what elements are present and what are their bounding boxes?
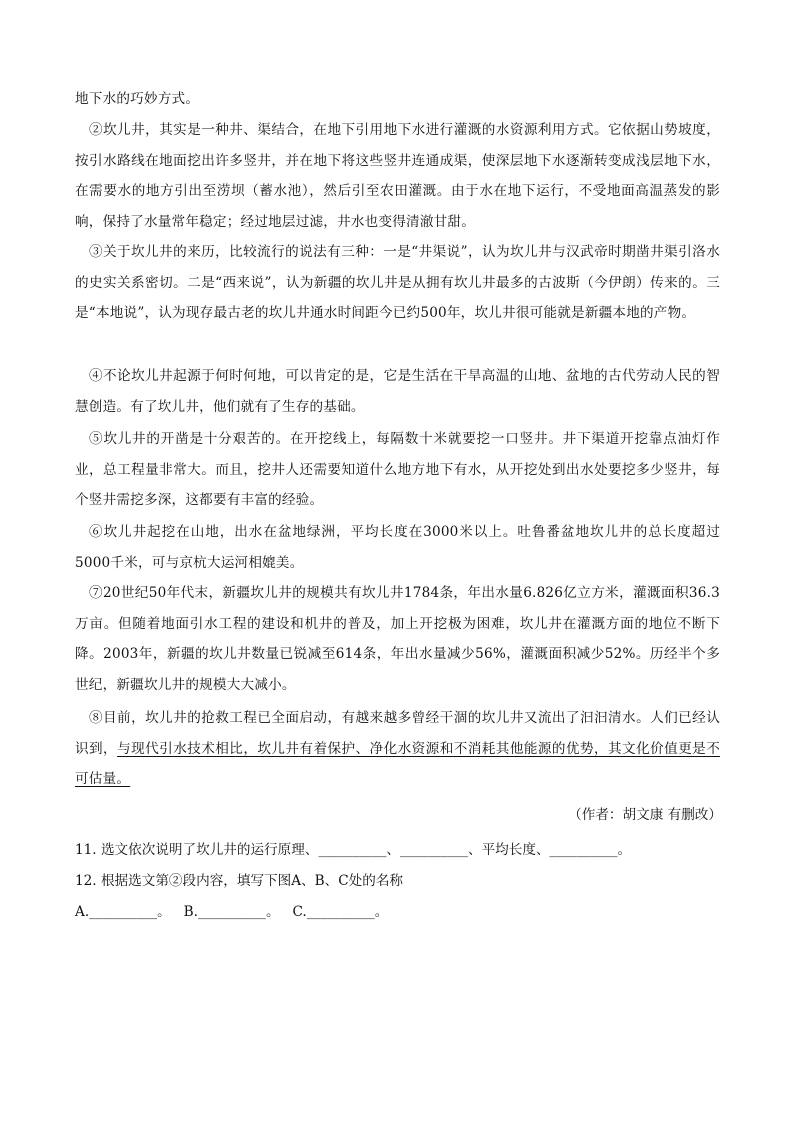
paragraph-8: [75, 703, 720, 795]
paragraph-1-tail: 地下水的巧妙方式。: [75, 91, 200, 107]
question-12-text: 12. 根据选文第②段内容，填写下图A、B、C处的名称: [75, 873, 404, 889]
paragraph-2: ②坎儿井，其实是一种井、渠结合，在地下引用地下水进行灌溉的水资源利用方式。它依据山势坡度，按引水路线在地面挖出许多竖井，并在地下将这些竖井连通成渠，使深层地下水逐渐转变成浅层地下水，在需要水的地方引出至涝坝（蓄水池），然后引至农田灌溉。由于水在地下运行，不受地面高温蒸发的影响，保持了水量常年稳定；经过地层过滤，井水也变得清澈甘甜。: [75, 122, 720, 230]
question-12: [75, 866, 735, 896]
paragraph-5: ⑤坎儿井的开凿是十分艰苦的。在开挖线上，每隔数十米就要挖一口竖井。井下渠道开挖靠点油灯作业，总工程量非常大。而且，挖井人还需要知道什么地方地下有水，从开挖处到出水处要挖多少竖井，每个竖井需挖多深，这都要有丰富的经验。: [75, 431, 720, 508]
author-credit: （作者：胡文康 有删改）: [568, 807, 722, 823]
paragraph-4: ④不论坎儿井起源于何时何地，可以肯定的是，它是生活在干旱高温的山地、盆地的古代劳动人民的智慧创造。有了坎儿井，他们就有了生存的基础。: [75, 368, 720, 415]
paragraph-7: ⑦20世纪50年代末，新疆坎儿井的规模共有坎儿井1784条，年出水量6.826亿立方米，灌溉面积36.3万亩。但随着地面引水工程的建设和机井的普及，加上开挖极为困难，坎儿井在灌溉方面的地位不断下降。2003年，新疆的坎儿井数量已锐减至614条，年出水量减少56%，灌溉面积减少52%。历经半个多世纪，新疆坎儿井的规模大大减小。: [75, 585, 720, 693]
paragraph-8-underlined-sentence: 与现代引水技术相比，坎儿井有着保护、净化水资源和不消耗其他能源的优势，其文化价值更是不可估量。: [75, 740, 720, 787]
question-11: [75, 835, 735, 865]
paragraph-3: ③关于坎儿井的来历，比较流行的说法有三种：一是“井渠说”，认为坎儿井与汉武帝时期凿井渠引洛水的史实关系密切。二是“西来说”，认为新疆的坎儿井是从拥有坎儿井最多的古波斯（今伊朗）传来的。三是“本地说”，认为现存最古老的坎儿井通水时间距今已约500年，坎儿井很可能就是新疆本地的产物。: [75, 244, 720, 321]
paragraph-6: ⑥坎儿井起挖在山地，出水在盆地绿洲，平均长度在3000米以上。吐鲁番盆地坎儿井的总长度超过5000千米，可与京杭大运河相媲美。: [75, 524, 720, 571]
question-12-answer-blanks: A.__________。 B.__________。 C.__________。: [75, 904, 389, 920]
paragraph-8-text: ⑧目前，坎儿井的抢救工程已全面启动，有越来越多曾经干涸的坎儿井又流出了汩汩清水。人们已经认识到，: [75, 710, 720, 757]
question-11-text: 11. 选文依次说明了坎儿井的运行原理、__________、__________、平均长度、__________。: [75, 842, 632, 858]
